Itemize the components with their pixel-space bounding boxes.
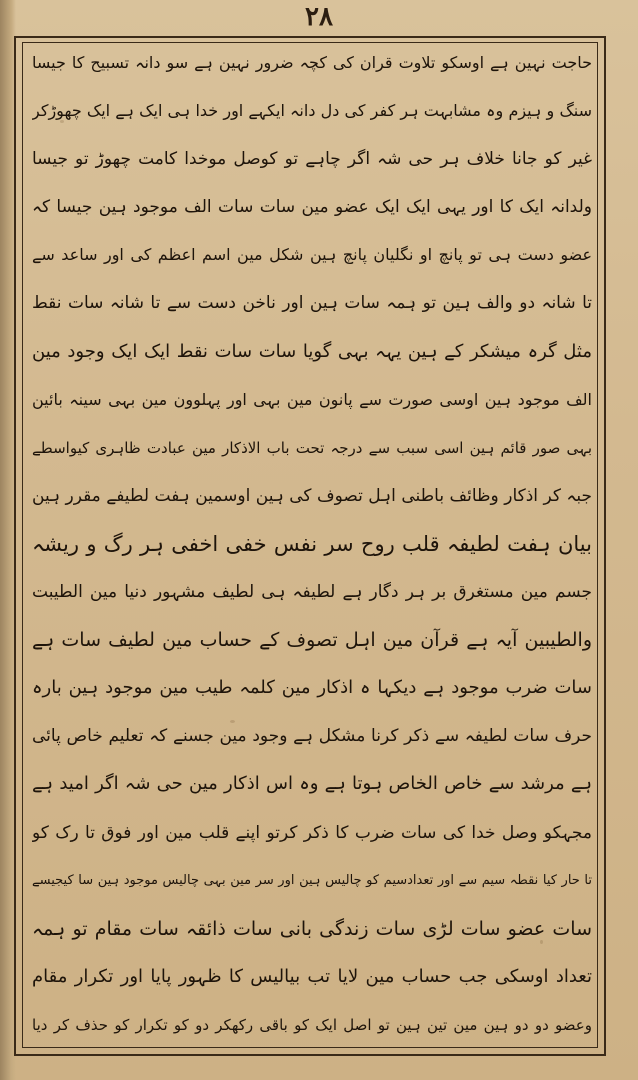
text-line-14: سات ضرب موجود ہے دیکہا ہ اذکار مین کلمہ طیب مین موجود ہین بارہ xyxy=(32,677,592,699)
text-line-16: ہے مرشد سے خاص الخاص ہوتا ہے وہ اس اذکار مین حی شہ اگر امید ہے xyxy=(32,773,592,795)
text-line-3: غیر کو جانا خلاف ہر حی شہ اگر چاہے تو کوصل موخدا کامت چھوڑ تو جیسا xyxy=(32,149,592,170)
text-line-2: سنگ و ہیزم وہ مشابہت ہر کفر کی دل دانہ ایکہے اور خدا ہی ایک ہے ایک چھوڑکر xyxy=(32,101,592,121)
text-line-5: عضو دست ہی تو پانچ او نگلیان پانچ ہین شکل مین اسم اعظم کی اور ساعد سے xyxy=(32,245,592,265)
text-line-9: بہی صور قائم ہین اسی سبب سے درجہ تحت باب الاذکار مین عبادت ظاہری کیواسطے xyxy=(32,438,592,457)
text-line-21: وعضو دو دو ہین مین تین ہین تو اصل ایک کو باقی رکھکر دو کو تکرار کو حذف کر دیا xyxy=(32,1015,592,1034)
text-line-8: الف موجود ہین اوسی صورت سے پانون مین بہی اور پہلوون مین بہی سینہ بائین xyxy=(32,389,592,409)
page-number: ۲۸ xyxy=(305,2,333,32)
text-line-10: جبہ کر اذکار وظائف باطنی اہل تصوف کی ہین اوسمین ہفت لطیفے مقرر ہین xyxy=(32,485,592,506)
text-line-18: تا حار کیا نقطہ سیم سے اور تعدادسیم کو چالیس ہین اور سر مین بہی چالیس موجود ہین سا کیجیسے xyxy=(32,872,592,888)
text-line-19: سات عضو سات لڑی سات زندگی بانی سات ذائقہ سات مقام تو ہمہ xyxy=(32,917,592,940)
body-text xyxy=(32,44,592,1044)
text-line-20: تعداد اوسکی جب حساب مین لایا تب بیالیس کا ظہور پایا اور تکرار مقام xyxy=(32,965,592,987)
text-line-15: حرف سات لطیفہ سے ذکر کرنا مشکل ہے وجود مین جسنے کہ تعلیم خاص پائی xyxy=(32,726,592,747)
text-line-17: مجہکو وصل خدا کی سات ضرب کا ذکر کرتو اپنے قلب مین اور فوق تا رک کو xyxy=(32,822,592,843)
text-line-13: والطیبین آیہ ہے قرآن مین اہل تصوف کے حساب مین لطیف سات ہے xyxy=(32,629,592,652)
text-line-11: بیان ہفت لطیفہ قلب روح سر نفس خفی اخفی ہر رگ و ریشہ xyxy=(32,531,592,556)
text-line-12: جسم مین مستغرق بر ہر دگار ہے لطیفہ ہی لطیف مشہور دنیا مین الطیبت xyxy=(32,582,592,603)
text-line-7: مثل گرہ میشکر کے ہین یہہ بہی گویا سات سات نقط ایک ایک وجود مین xyxy=(32,340,592,362)
text-line-6: تا شانہ دو والف ہین تو ہمہ سات ہین اور ناخن دست سے تا شانہ سات نقط xyxy=(32,293,592,314)
text-line-1: حاجت نہین ہے اوسکو تلاوت قران کی کچہ ضرور نہین ہے سو دانہ تسبیح کا جیسا xyxy=(32,53,592,72)
text-line-4: ولدانہ ایک کا اور یہی ایک ایک عضو مین سات سات الف موجود ہین جیسا کہ xyxy=(32,197,592,218)
